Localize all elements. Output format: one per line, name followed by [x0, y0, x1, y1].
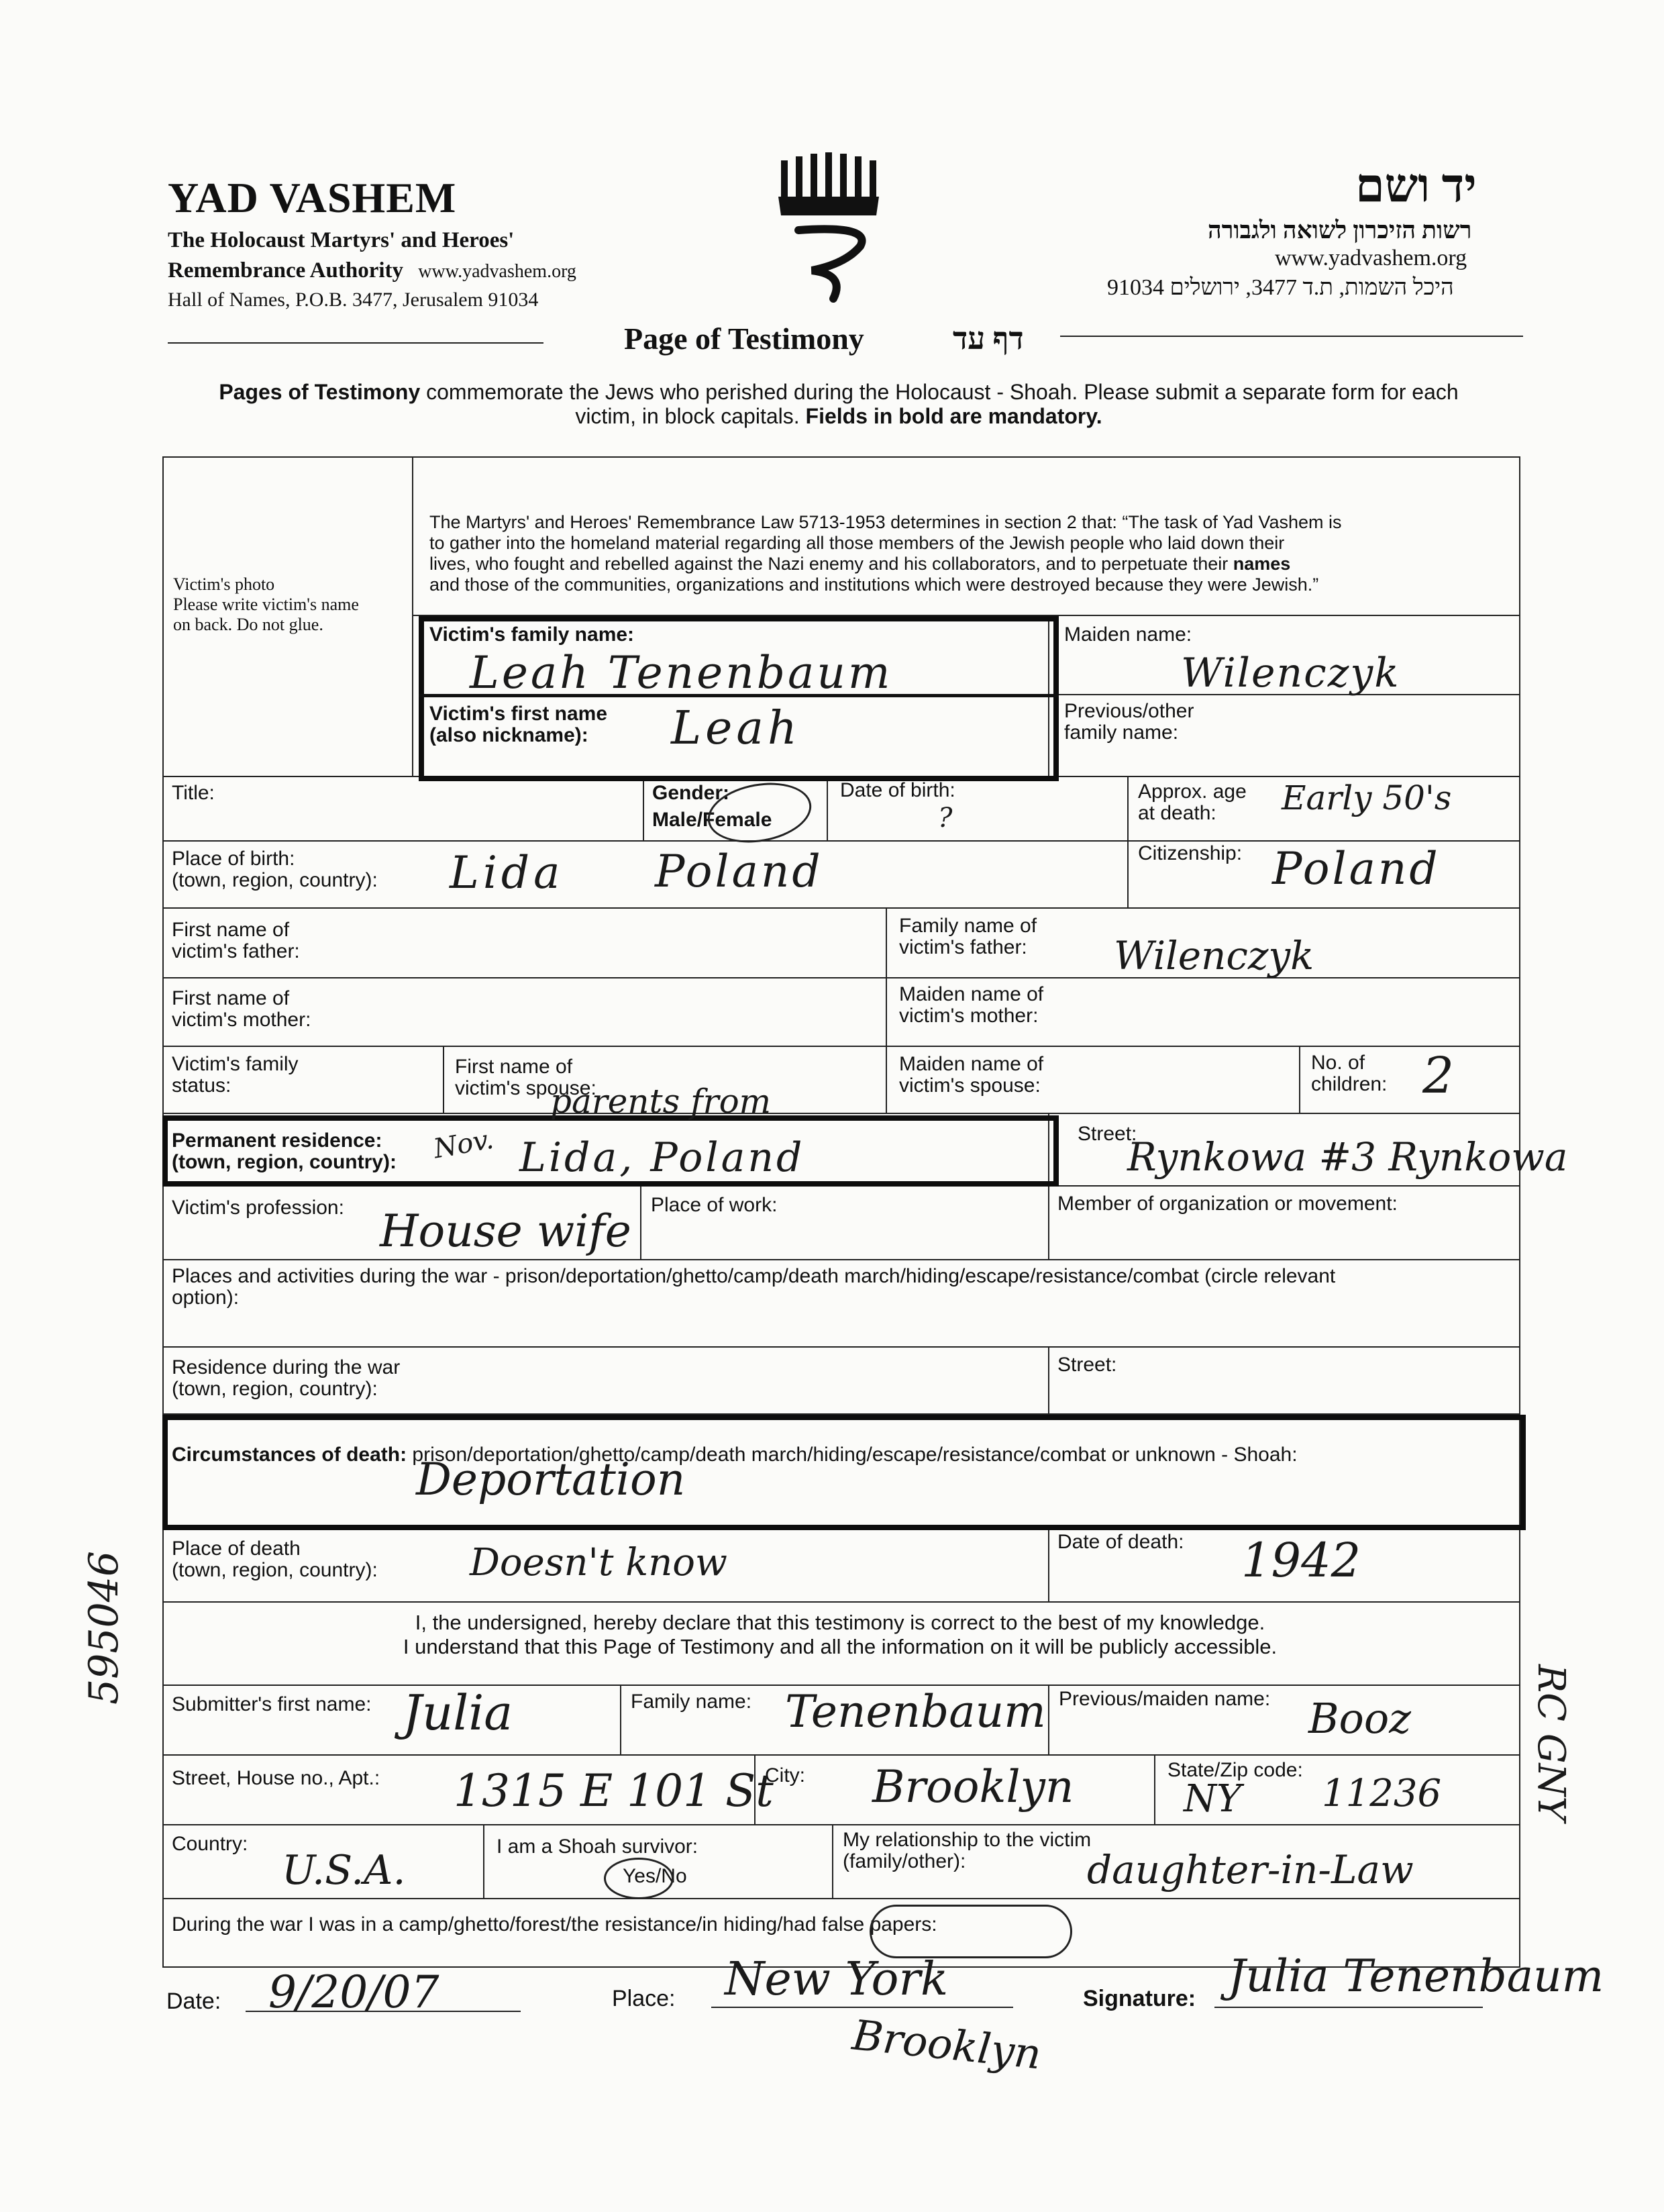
grid-h-street [162, 1754, 1519, 1756]
label-spouse-first: First name of victim's spouse: [455, 1056, 596, 1099]
intro-line-2 [168, 404, 1510, 428]
form-title-hebrew: דף עד [953, 321, 1024, 356]
label-mother-first: First name of victim's mother: [172, 987, 311, 1031]
grid-h-residence [162, 1113, 1519, 1114]
grid-h-war-res [162, 1346, 1519, 1348]
grid-v-relationship [832, 1824, 833, 1898]
circle-yes [604, 1858, 674, 1899]
value-children: 2 [1422, 1047, 1455, 1105]
label-circumstances [172, 1423, 1298, 1466]
value-submitter-street: 1315 E 101 St [454, 1765, 774, 1817]
label-family-name: Victim's family name: [429, 623, 635, 646]
menorah-logo [772, 151, 892, 305]
label-father-family: Family name of victim's father: [899, 915, 1037, 958]
value-submitter-prev: Booz [1308, 1694, 1411, 1743]
value-first-name: Leah [671, 702, 801, 755]
grid-h-places [162, 1259, 1519, 1260]
header-divider-left [168, 342, 543, 344]
menorah-icon [772, 151, 892, 305]
label-survivor: I am a Shoah survivor: [497, 1836, 698, 1858]
value-city: Brooklyn [872, 1761, 1074, 1813]
intro-text-2: victim, in block capitals. [575, 404, 806, 428]
law-text-main: The Martyrs' and Heroes' Remembrance Law 5713-1953 determines in section 2 that: “The task of Yad Vashem is to gather into the homeland material regarding all those members of the Jewish people who laid down their lives, who fought and rebelled against the Nazi enemy and his collaborators, and to perpetuate their [429, 512, 1342, 574]
photo-caption: Victim's photo Please write victim's name on back. Do not glue. [173, 574, 359, 634]
label-residence: Permanent residence: (town, region, country): [172, 1129, 397, 1173]
value-age: Early 50's [1282, 778, 1452, 817]
law-text [429, 491, 1503, 595]
value-pob-country: Poland [655, 846, 823, 897]
value-submitter-first: Julia [403, 1685, 513, 1741]
grid-v-dod [1048, 1526, 1049, 1601]
label-work: Place of work: [651, 1194, 778, 1216]
label-title: Title: [172, 782, 215, 804]
label-state-zip: State/Zip code: [1167, 1759, 1303, 1781]
grid-h-during-war [162, 1898, 1519, 1899]
header-divider-right [1060, 336, 1523, 337]
value-submitter-family: Tenenbaum [785, 1686, 1046, 1738]
value-family-name: Leah Tenenbaum [470, 647, 893, 699]
grid-h-status [162, 1046, 1519, 1047]
grid-h-mother [162, 977, 1519, 978]
label-age: Approx. age at death: [1138, 781, 1247, 824]
value-dob: ? [938, 803, 953, 834]
org-address: Hall of Names, P.O.B. 3477, Jerusalem 91034 [168, 289, 539, 311]
label-during-war: During the war I was in a camp/ghetto/forest/the resistance/in hiding/had false papers: [172, 1913, 937, 1936]
value-residence-prefix: Nov. [431, 1123, 496, 1165]
label-mother-maiden: Maiden name of victim's mother: [899, 983, 1044, 1027]
value-residence: Lida, Poland [519, 1134, 805, 1181]
circle-false-papers [870, 1905, 1072, 1958]
label-survivor-options: Yes/No [623, 1865, 687, 1887]
intro-mandatory-note: Fields in bold are mandatory. [805, 404, 1102, 428]
grid-v-state [1154, 1754, 1155, 1824]
label-maiden-name: Maiden name: [1064, 623, 1192, 646]
label-pod: Place of death (town, region, country): [172, 1538, 378, 1581]
label-signature: Signature: [1083, 1986, 1196, 2011]
label-war-residence: Residence during the war (town, region, country): [172, 1356, 401, 1400]
label-circumstances-bold: Circumstances of death: [172, 1444, 407, 1466]
declaration-text: I, the undersigned, hereby declare that this testimony is correct to the best of my knowledge. I understand that this Page of Testimony and all the information on it will be publicly accessible. [403, 1611, 1278, 1658]
label-dob: Date of birth: [840, 779, 955, 801]
grid-v-dob [827, 776, 828, 840]
label-spouse-maiden: Maiden name of victim's spouse: [899, 1053, 1044, 1097]
form-title: Page of Testimony [624, 321, 864, 356]
address-hebrew: היכל השמות, ת.ד 3477, ירושלים 91034 [1107, 275, 1454, 300]
grid-v-father [886, 907, 887, 1113]
label-dod: Date of death: [1057, 1531, 1184, 1553]
org-line-hebrew: רשות הזיכרון לשואה ולגבורה [1208, 217, 1472, 244]
website-hebrew-side: www.yadvashem.org [1275, 246, 1467, 270]
org-line-2 [168, 258, 576, 283]
grid-v-sub-family [620, 1685, 621, 1754]
intro-text [168, 380, 1510, 428]
intro-line-1 [168, 380, 1510, 404]
grid-h-pob [162, 840, 1519, 842]
value-profession: House wife [380, 1205, 631, 1257]
label-submitter-prev: Previous/maiden name: [1059, 1688, 1271, 1710]
value-country: U.S.A. [282, 1847, 406, 1894]
photo-box-right-edge [412, 456, 413, 776]
label-citizenship: Citizenship: [1138, 842, 1243, 864]
grid-v-age [1127, 776, 1129, 907]
grid-v-war-street [1048, 1346, 1049, 1413]
label-date: Date: [166, 1989, 221, 2014]
label-street: Street: [1078, 1123, 1137, 1145]
org-line-2-text: Remembrance Authority [168, 258, 404, 283]
label-member: Member of organization or movement: [1057, 1193, 1398, 1215]
label-children: No. of children: [1311, 1052, 1388, 1095]
grid-v-sub-prev [1048, 1685, 1049, 1754]
label-submitter-first: Submitter's first name: [172, 1693, 372, 1715]
law-bold-names: names [1233, 554, 1291, 574]
grid-v-survivor [483, 1824, 484, 1898]
label-profession: Victim's profession: [172, 1197, 344, 1219]
label-submitter-street: Street, House no., Apt.: [172, 1767, 380, 1789]
value-pod: Doesn't know [470, 1541, 727, 1585]
label-father-first: First name of victim's father: [172, 919, 300, 962]
label-places: Places and activities during the war - prison/deportation/ghetto/camp/death march/hiding/escape/resistance/combat (circle relevant option): [172, 1265, 1336, 1309]
label-gender: Gender: [652, 782, 730, 804]
value-relationship: daughter-in-Law [1087, 1847, 1414, 1893]
value-signature: Julia Tenenbaum [1228, 1950, 1604, 2002]
place-line [711, 2007, 1013, 2008]
label-previous-name: Previous/other family name: [1064, 700, 1194, 744]
label-pob: Place of birth: (town, region, country): [172, 848, 378, 891]
value-zip: 11236 [1322, 1772, 1442, 1815]
label-place: Place: [612, 1986, 676, 2011]
label-submitter-family: Family name: [631, 1691, 752, 1713]
label-circumstances-rest: prison/deportation/ghetto/camp/death march/hiding/escape/resistance/combat or unknown - Shoah: [407, 1444, 1298, 1466]
margin-note-left: 595046 [81, 1550, 127, 1705]
grid-h-decl [162, 1601, 1519, 1603]
grid-v-spouse [443, 1046, 444, 1113]
intro-bold-lead: Pages of Testimony [219, 380, 421, 404]
label-first-name: Victim's first name (also nickname): [429, 703, 608, 746]
value-state: NY [1184, 1777, 1241, 1821]
value-dod: 1942 [1241, 1533, 1361, 1588]
value-pob-town: Lida [450, 847, 564, 899]
value-place: New York [725, 1953, 949, 2006]
value-circumstances: Deportation [416, 1454, 686, 1505]
signature-line [1214, 2007, 1483, 2008]
value-date: 9/20/07 [268, 1966, 439, 2018]
label-gender-options: Male/Female [652, 809, 772, 831]
grid-h-country [162, 1824, 1519, 1825]
margin-note-right: RC GNY [1529, 1664, 1573, 1821]
value-place-2: Brooklyn [849, 2010, 1044, 2079]
label-city: City: [765, 1764, 805, 1787]
law-text-end: and those of the communities, organizations and institutions which were destroyed because they were Jewish.” [429, 574, 1319, 595]
grid-v-work [640, 1185, 641, 1259]
label-family-status: Victim's family status: [172, 1053, 299, 1097]
value-maiden-name: Wilenczyk [1181, 650, 1400, 697]
grid-h-father [162, 907, 1519, 909]
grid-v-children [1299, 1046, 1300, 1113]
intro-text-1: commemorate the Jews who perished during the Holocaust - Shoah. Please submit a separate form for each [420, 380, 1459, 404]
org-website: www.yadvashem.org [418, 261, 576, 282]
org-line-1: The Holocaust Martyrs' and Heroes' [168, 228, 515, 252]
value-citizenship: Poland [1272, 843, 1441, 895]
org-name-hebrew: יד ושם [1355, 160, 1477, 212]
label-relationship: My relationship to the victim (family/other): [843, 1829, 1092, 1872]
value-spouse-note: parents from [550, 1082, 772, 1121]
label-war-street: Street: [1057, 1354, 1117, 1376]
org-name: YAD VASHEM [168, 174, 457, 221]
grid-v-gender [643, 776, 644, 840]
label-country: Country: [172, 1833, 248, 1855]
value-father-family: Wilenczyk [1114, 933, 1314, 978]
value-street: Rynkowa #3 Rynkowa [1127, 1134, 1568, 1180]
